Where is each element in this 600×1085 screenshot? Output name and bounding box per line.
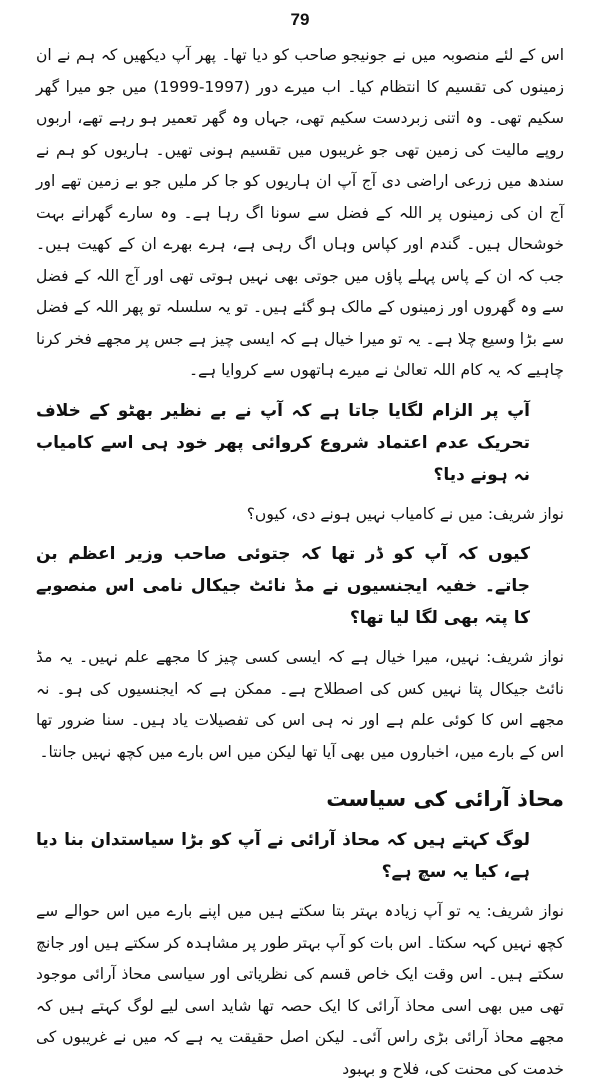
answer-midnight-jackal: نواز شریف: نہیں، میرا خیال ہے کہ ایسی کسی چیز کا مجھے علم نہیں۔ یہ مڈ نائٹ جیکال پتا نہیں کس کی اصطلاح ہے۔ ممکن ہے کہ ایجنسیوں کی ہو۔ نہ مجھے اس کا کوئی علم ہے اور نہ ہی اس کی تفصیلات یاد ہیں۔ سنا ضرور تھا اس کے بارے میں، اخباروں میں بھی آیا تھا لیکن میں اس بارے میں کچھ نہیں جانتا۔ [36, 648, 564, 761]
question-midnight-jackal: کیوں کہ آپ کو ڈر تھا کہ جتوئی صاحب وزیر اعظم بن جاتے۔ خفیہ ایجنسیوں نے مڈ نائٹ جیکال نامی اس منصوبے کا پتہ بھی لگا لیا تھا؟ [36, 544, 530, 628]
section-heading: محاذ آرائی کی سیاست [326, 787, 564, 811]
answer-paragraph-housing: اس کے لئے منصوبہ میں نے جونیجو صاحب کو دیا تھا۔ پھر آپ دیکھیں کہ ہم نے ان زمینوں کی تقسیم کا انتظام کیا۔ اب میرے دور (1997-1999) میں جو میرا گھر سکیم تھی۔ وہ اتنی زبردست سکیم تھی، جہاں وہ گھر تعمیر ہو رہے تھے، اربوں روپے مالیت کی زمین تھی جو غریبوں میں تقسیم ہونی تھیں۔ ہاریوں کو ہم نے سندھ میں زرعی اراضی دی آج آپ ان ہاریوں کو جا کر ملیں جو بے زمین تھے اور آج ان کی زمینوں پر اللہ کے فضل سے سونا اگ رہا ہے۔ وہ سارے گھرانے بہت خوشحال ہیں۔ گندم اور کپاس وہاں اگ رہی ہے، ہرے بھرے ان کے کھیت ہیں۔ جب کہ ان کے پاس پہلے پاؤں میں جوتی بھی نہیں ہوتی تھی اور آج اللہ کے فضل سے وہ گھروں اور زمینوں کے مالک ہو گئے ہیں۔ تو یہ سلسلہ تو پھر اللہ کے فضل سے بڑا وسیع چلا ہے۔ یہ تو میرا خیال ہے کہ ایسی چیز ہے جس پر مجھے فخر کرنا چاہیے کہ یہ کام اللہ تعالیٰ نے میرے ہاتھوں سے کروایا ہے۔ [36, 46, 564, 379]
question-confrontation-politics: لوگ کہتے ہیں کہ محاذ آرائی نے آپ کو بڑا سیاستدان بنا دیا ہے، کیا یہ سچ ہے؟ [36, 830, 530, 882]
page-number: 79 [290, 10, 310, 29]
question-no-confidence-motion: آپ پر الزام لگایا جاتا ہے کہ آپ نے بے نظیر بھٹو کے خلاف تحریک عدم اعتماد شروع کروائی پھر خود ہی اسے کامیاب نہ ہونے دیا؟ [36, 400, 530, 485]
answer-no-confidence-motion: نواز شریف: میں نے کامیاب نہیں ہونے دی، کیوں؟ [246, 504, 564, 523]
page-content [36, 40, 564, 1085]
answer-confrontation-politics: نواز شریف: یہ تو آپ زیادہ بہتر بتا سکتے ہیں میں اپنے بارے میں اس حوالے سے کچھ نہیں کہہ سکتا۔ اس بات کو آپ بہتر طور پر مشاہدہ کر سکتے ہیں اور جانچ سکتے ہیں۔ اس وقت ایک خاص قسم کی نظریاتی اور سیاسی محاذ آرائی موجود تھی میں بھی اسی محاذ آرائی کا ایک حصہ تھا شاید اسی لیے لوگ کہتے ہیں کہ مجھے محاذ آرائی بڑی راس آئی۔ لیکن اصل حقیقت یہ ہے کہ میں نے غریبوں کی خدمت کی محنت کی، فلاح و بہبود [36, 902, 564, 1078]
